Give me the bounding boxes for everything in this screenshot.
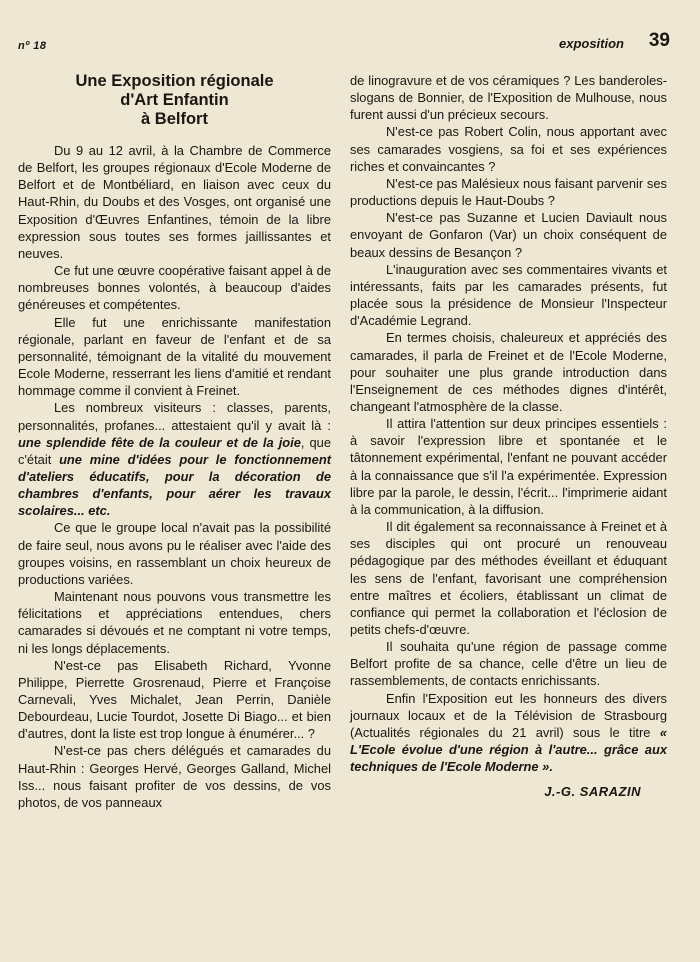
paragraph: N'est-ce pas chers délégués et camarades du Haut-Rhin : Georges Hervé, Georges Galland, Michel Iss... nous faisant profiter de vos dessins, de vos photos, de vos panneaux — [18, 743, 331, 810]
text-run: , que c'était — [18, 434, 332, 467]
paragraph: Il attira l'attention sur deux principes essentiels : à savoir l'expression libre et spontanée et le tâtonnement expérimental, l'enfant ne pouvant accéder à la connaissance que s'il l'a expérimentée. Expression libre par la parole, le dessin, l'écrit... l'imprimerie aidant à la communication, à la diffusion. — [350, 416, 667, 517]
paragraph: N'est-ce pas Robert Colin, nous apportant avec ses camarades vosgiens, sa foi et ses expériences riches et convaincantes ? — [350, 124, 667, 174]
paragraph: En termes choisis, chaleureux et appréciés des camarades, il parla de Freinet et de l'Ecole Moderne, pour souhaiter une plus grande introduction dans l'Enseignement de ces méthodes dignes d'intérêt, changeant l'atmosphère de la classe. — [350, 330, 667, 414]
section-label: exposition — [558, 36, 624, 51]
paragraph: Du 9 au 12 avril, à la Chambre de Commerce de Belfort, les groupes régionaux d'Ecole Moderne de Belfort et de Montbéliard, en liaison avec ceux du Haut-Rhin, du Doubs et des Vosges, ont organisé une Exposition d'Œuvres Enfantines, témoin de la libre expression sous toutes ses formes jaillissantes et neuves. — [18, 143, 331, 261]
issue-number: nº 18 — [18, 40, 47, 52]
paragraph: N'est-ce pas Elisabeth Richard, Yvonne Philippe, Pierrette Grosrenaud, Pierre et Françoise Carnevali, Yves Michalet, Jean Perrin, Danièle Debourdeau, Lucie Tourdot, Josette Di Biago... et bien d'autres, dont la liste est trop longue à énumérer... ? — [18, 657, 331, 742]
paragraph — [18, 399, 331, 519]
page-number: 39 — [648, 30, 670, 51]
paragraph: Ce fut une œuvre coopérative faisant appel à de nombreuses bonnes volontés, à beaucoup d'aides généreuses et compétentes. — [18, 263, 331, 313]
emphasis-text: « L'Ecole évolue d'une région à l'autre... grâce aux techniques de l'Ecole Moderne ». — [350, 724, 667, 775]
article-title — [18, 72, 331, 129]
emphasis-text: une mine d'idées pour le fonctionnement d'ateliers éducatifs, pour la décoration de chambres d'enfants, pour aérer les travaux scolaires... etc. — [18, 451, 331, 519]
right-column — [350, 72, 667, 801]
title-line-1: Une Exposition régionale — [75, 72, 274, 90]
title-line-3: à Belfort — [141, 110, 208, 128]
paragraph: N'est-ce pas Malésieux nous faisant parvenir ses productions depuis le Haut-Doubs ? — [350, 175, 667, 209]
paragraph: L'inauguration avec ses commentaires vivants et intéressants, faits par les camarades présents, fut placée sous la présidence de Monsieur l'Inspecteur d'Académie Legrand. — [350, 261, 667, 329]
paragraph: Il souhaita qu'une région de passage comme Belfort profite de sa chance, celle d'être un lieu de rassemblements, de contacts enrichissants. — [350, 639, 667, 689]
left-column — [18, 72, 331, 811]
text-run: Les nombreux visiteurs : classes, parents, personnalités, profanes... attestaient qu'il y avait là : — [18, 400, 331, 433]
paragraph: N'est-ce pas Suzanne et Lucien Daviault nous envoyant de Gonfaron (Var) un choix conséquent de beaux dessins de Besançon ? — [350, 210, 667, 260]
paragraph-continued: de linogravure et de vos céramiques ? Les banderoles-slogans de Bonnier, de l'Exposition de Mulhouse, nous furent aussi d'un précieux secours. — [350, 73, 667, 123]
author-signature: J.-G. SARAZIN — [544, 784, 641, 800]
title-line-2: d'Art Enfantin — [120, 91, 229, 109]
paragraph: Maintenant nous pouvons vous transmettre les félicitations et appréciations entendues, chers camarades si dévoués et ne comptant ni votre temps, ni les longs déplacements. — [18, 589, 331, 656]
paragraph: Ce que le groupe local n'avait pas la possibilité de faire seul, nous avons pu le réaliser avec l'aide des groupes voisins, en rassemblant un choix heureux de productions variées. — [18, 520, 331, 587]
paragraph — [350, 690, 667, 776]
paragraph: Il dit également sa reconnaissance à Freinet et à ses disciples qui ont procuré un renouveau pédagogique par des méthodes éveillant et éduquant les sens de l'enfant, favorisant une compréhension entre maîtres et écoliers, établissant un climat de confiance qui permet la collaboration et l'éclosion de petits chefs-d'œuvre. — [350, 519, 667, 637]
text-run: Enfin l'Exposition eut les honneurs des divers journaux locaux et de la Télévision de Strasbourg (Actualités régionales du 21 avril) sous le titre — [350, 690, 667, 740]
emphasis-text: une splendide fête de la couleur et de la joie — [18, 434, 301, 450]
paragraph: Elle fut une enrichissante manifestation régionale, parlant en faveur de l'enfant et de sa personnalité, témoignant de la vitalité du mouvement Ecole Moderne, resserrant les liens d'amitié et rendant hommage comme il convient à Freinet. — [18, 314, 331, 399]
